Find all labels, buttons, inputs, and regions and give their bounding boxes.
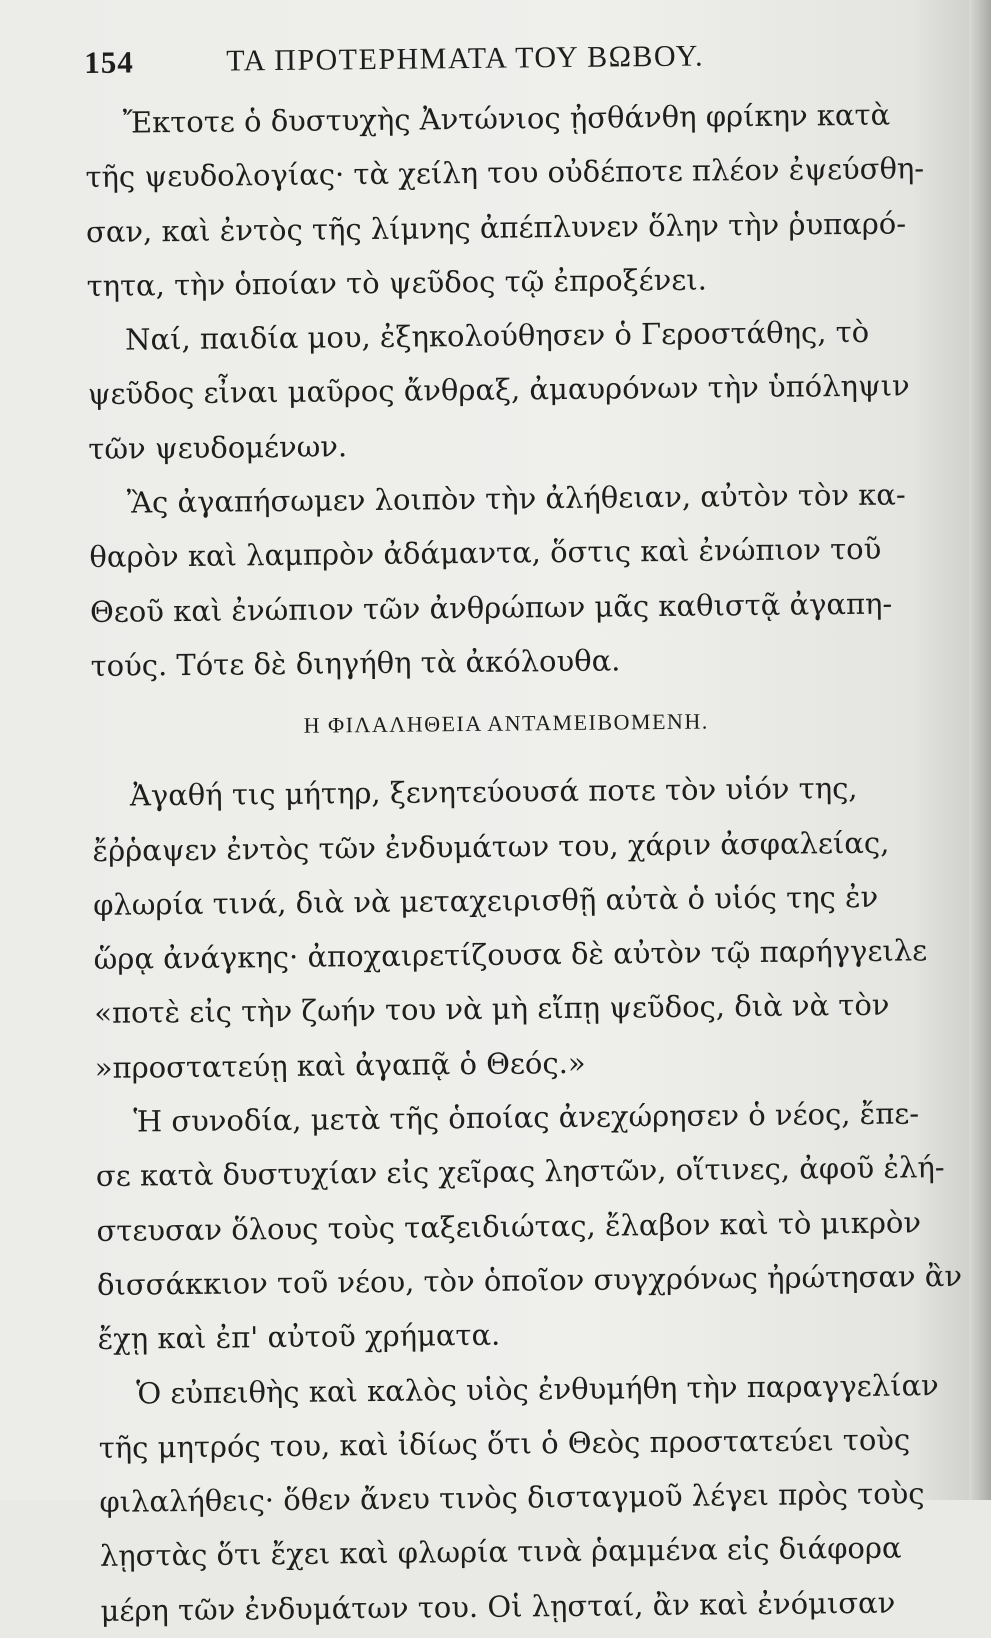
paragraph-block-2 — [92, 761, 963, 1638]
text-line: λῃστὰς ὅτι ἔχει καὶ φλωρία τινὰ ῥαμμένα εἰς διάφορα — [99, 1530, 902, 1574]
text-line: σε κατὰ δυστυχίαν εἰς χεῖρας ληστῶν, οἵτινες, ἀφοῦ ἐλή- — [95, 1150, 945, 1194]
section-heading: Η ΦΙΛΑΛΗΘΕΙΑ ΑΝΤΑΜΕΙΒΟΜΕΝΗ. — [303, 708, 709, 739]
text-line: Θεοῦ καὶ ἐνώπιον τῶν ἀνθρώπων μᾶς καθιστᾷ ἀγαπη- — [89, 586, 893, 629]
text-line: τητα, τὴν ὁποίαν τὸ ψεῦδος τῷ ἐπροξένει. — [86, 262, 708, 303]
running-title: ΤΑ ΠΡΟΤΕΡΗΜΑΤΑ ΤΟΥ ΒΩΒΟΥ. — [226, 39, 705, 78]
text-line: τῶν ψευδομένων. — [88, 429, 348, 466]
page-header — [84, 27, 915, 96]
text-line: Ναί, παιδία μου, ἐξηκολούθησεν ὁ Γεροστάθης, τὸ — [125, 314, 870, 357]
text-line: ὥρᾳ ἀνάγκης· ἀποχαιρετίζουσα δὲ αὐτὸν τῷ παρήγγειλε — [93, 933, 928, 977]
text-line: τῆς ψευδολογίας· τὰ χείλη του οὐδέποτε πλέον ἐψεύσθη- — [85, 151, 925, 195]
text-line: δισσάκκιον τοῦ νέου, τὸν ὁποῖον συγχρόνως ἠρώτησαν ἂν — [96, 1258, 963, 1302]
page-number: 154 — [84, 44, 134, 80]
text-line: ἔχῃ καὶ ἐπ' αὐτοῦ χρήματα. — [97, 1317, 501, 1357]
text-line: ἔῤῥαψεν ἐντὸς τῶν ἐνδυμάτων του, χάριν ἀσφαλείας, — [92, 825, 890, 868]
page-edge-shadow — [969, 0, 991, 1500]
text-line: σαν, καὶ ἐντὸς τῆς λίμνης ἀπέπλυνεν ὅλην τὴν ῥυπαρό- — [85, 205, 907, 249]
text-line: στευσαν ὅλους τοὺς ταξειδιώτας, ἔλαβον καὶ τὸ μικρὸν — [96, 1204, 922, 1248]
text-line: μέρη τῶν ἐνδυμάτων του. Οἱ λῃσταί, ἂν καὶ ἐνόμισαν — [100, 1585, 896, 1628]
text-line: Ἡ συνοδία, μετὰ τῆς ὁποίας ἀνεχώρησεν ὁ νέος, ἔπε- — [133, 1096, 920, 1139]
text-line: τούς. Τότε δὲ διηγήθη τὰ ἀκόλουθα. — [90, 643, 621, 683]
text-line: »προστατεύῃ καὶ ἀγαπᾷ ὁ Θεός.» — [94, 1045, 586, 1085]
text-line: Ἔκτοτε ὁ δυστυχὴς Ἀντώνιος ᾐσθάνθη φρίκην κατὰ — [122, 97, 891, 140]
text-line: Ἀγαθή τις μήτηρ, ξενητεύουσά ποτε τὸν υἱόν της, — [129, 771, 858, 813]
text-line: φλωρία τινά, διὰ νὰ μεταχειρισθῇ αὐτὰ ὁ υἱός της ἐν — [92, 879, 879, 922]
text-line: φιλαλήθεις· ὅθεν ἄνευ τινὸς δισταγμοῦ λέγει πρὸς τοὺς — [99, 1476, 925, 1520]
page-text-block — [84, 27, 963, 1638]
text-line: Ὁ εὐπειθὴς καὶ καλὸς υἱὸς ἐνθυμήθη τὴν παραγγελίαν — [136, 1367, 939, 1411]
paragraph-block-1 — [85, 87, 925, 693]
text-line: ψεῦδος εἶναι μαῦρος ἄνθραξ, ἀμαυρόνων τὴν ὑπόληψιν — [87, 368, 910, 412]
text-line: «ποτὲ εἰς τὴν ζωήν του νὰ μὴ εἴπῃ ψεῦδος, διὰ νὰ τὸν — [94, 988, 890, 1031]
text-line: τῆς μητρός του, καὶ ἰδίως ὅτι ὁ Θεὸς προστατεύει τοὺς — [98, 1422, 911, 1465]
text-line: Ἂς ἀγαπήσωμεν λοιπὸν τὴν ἀλήθειαν, αὐτὸν τὸν κα- — [126, 477, 906, 520]
text-line: θαρὸν καὶ λαμπρὸν ἀδάμαντα, ὅστις καὶ ἐνώπιον τοῦ — [89, 532, 882, 575]
